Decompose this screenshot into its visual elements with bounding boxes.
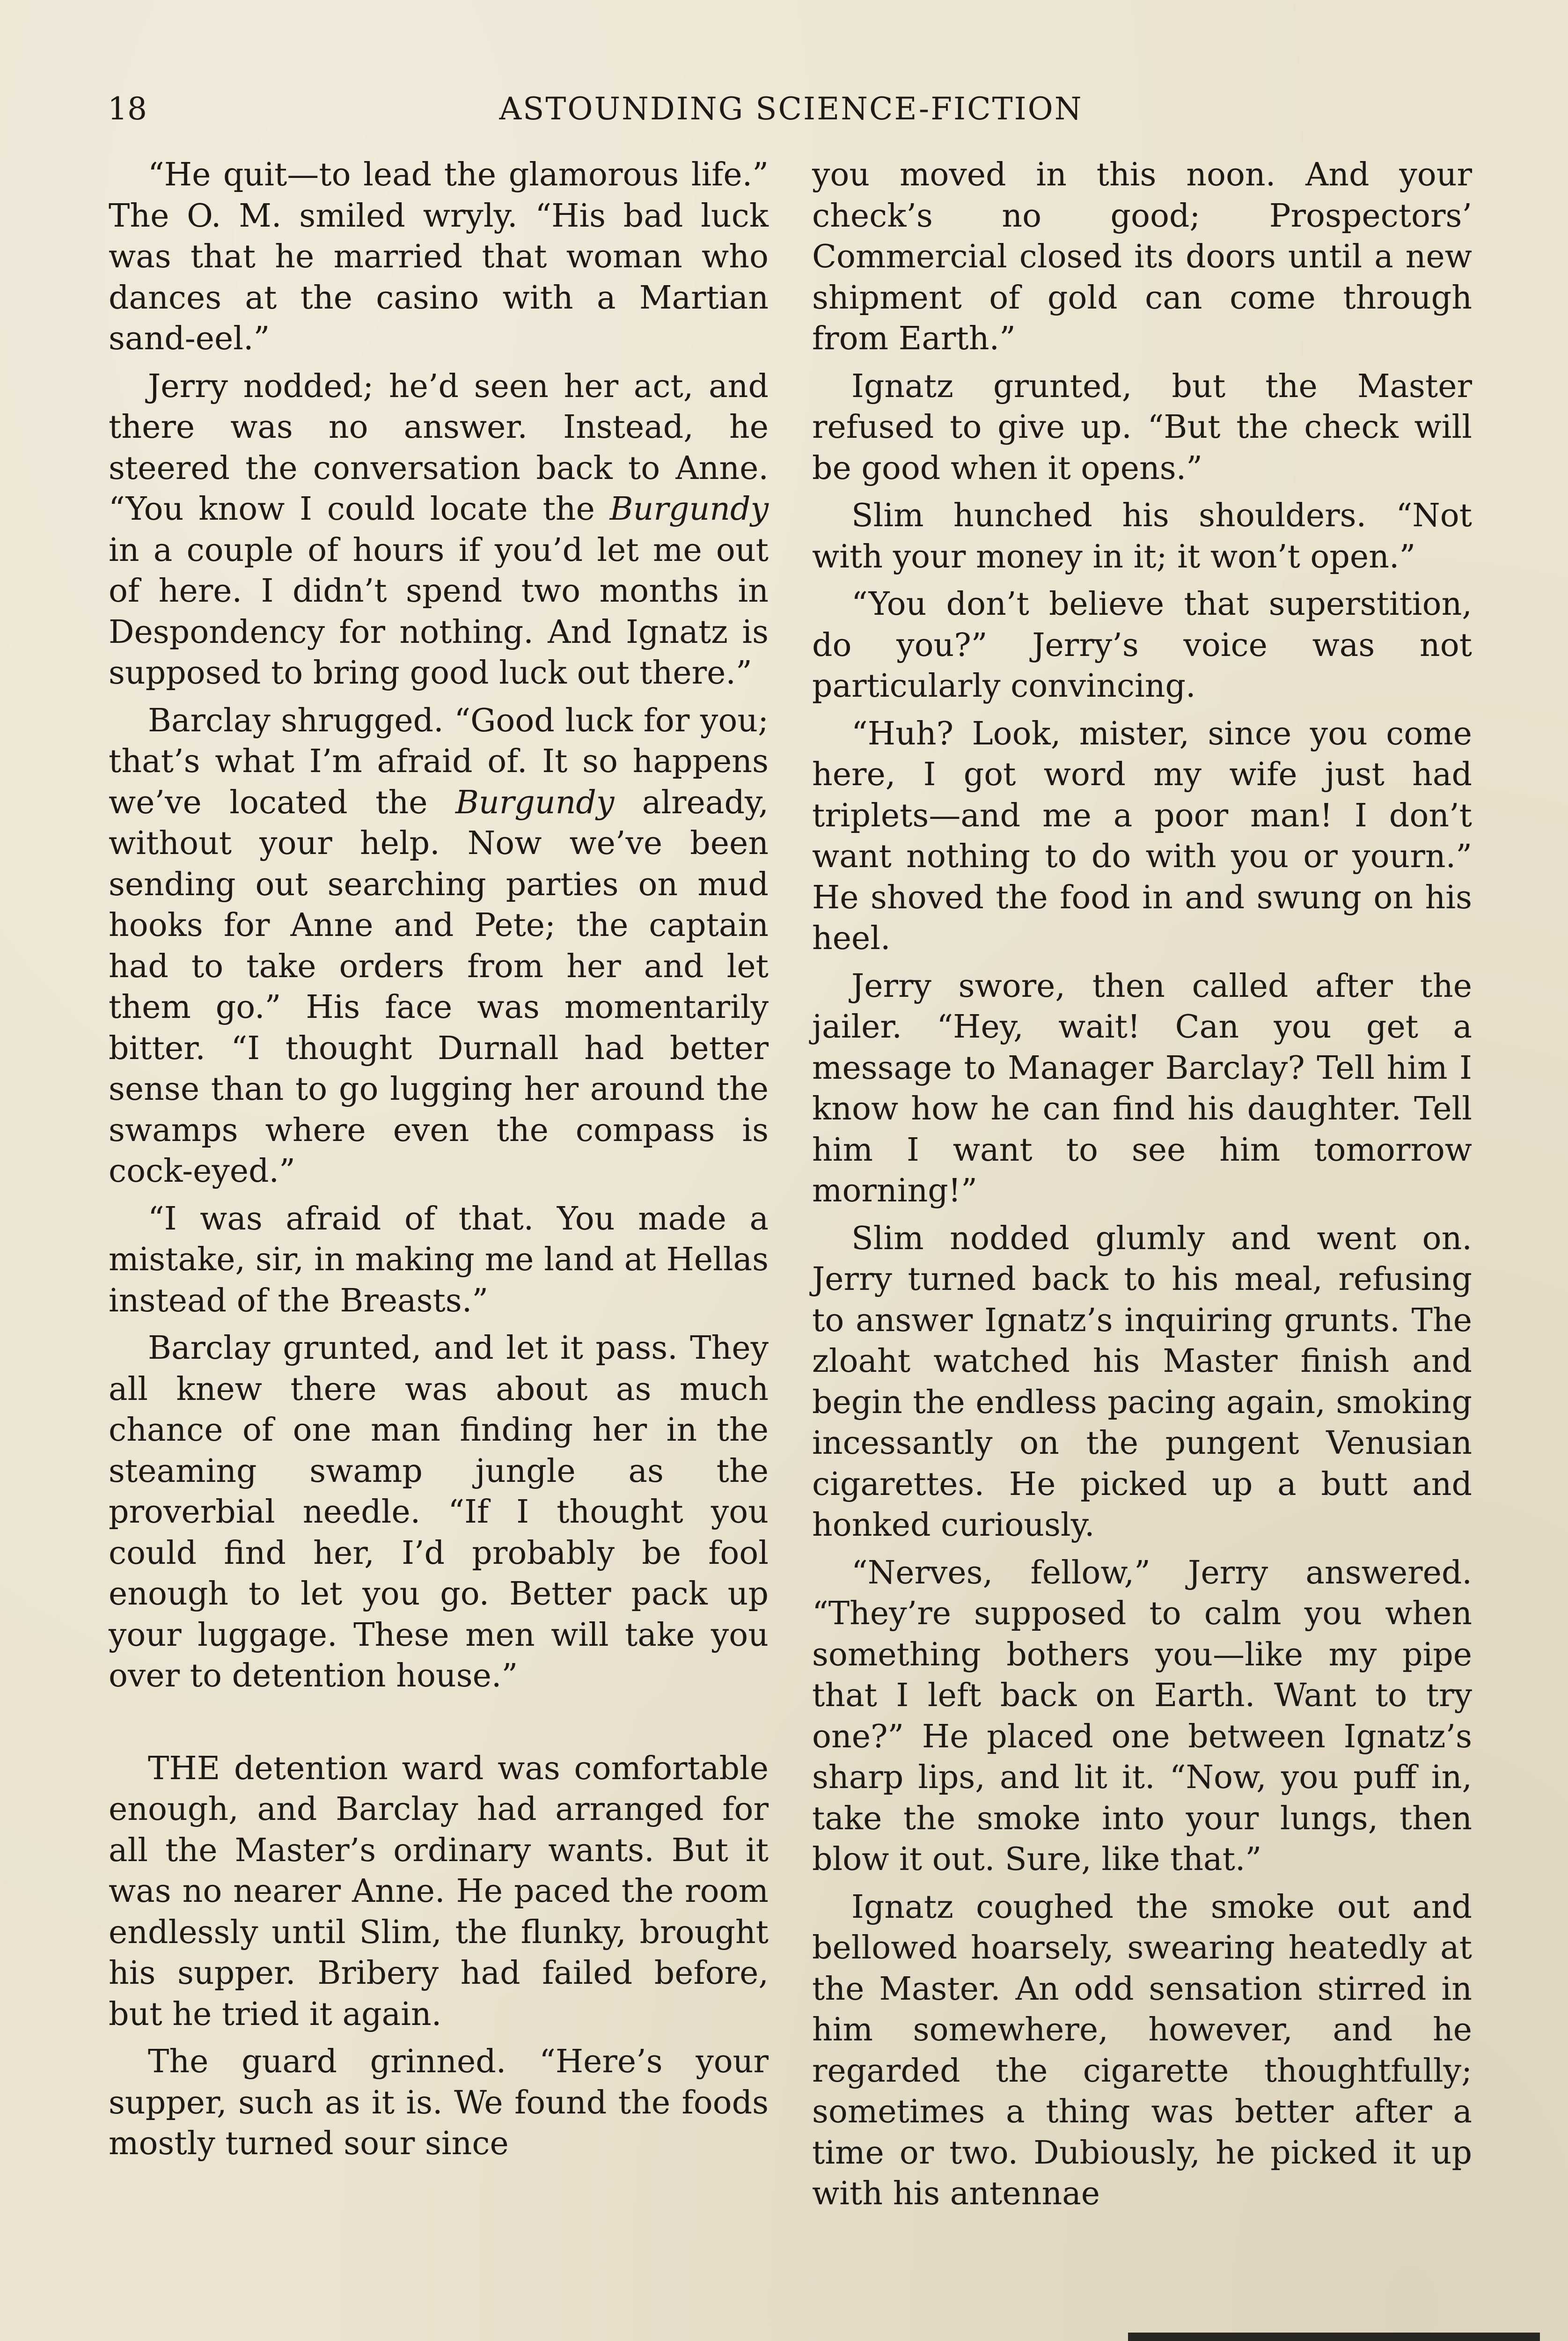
- paragraph: “Nerves, fellow,” Jerry answered. “They’re supposed to calm you when something bothers you—like my pipe that I left back on Earth. Want to try one?” He placed one between Ignatz’s sharp lips, and lit it. “Now, you puff in, take the smoke into your lungs, then blow it out. Sure, like that.”: [812, 1554, 1472, 1878]
- paragraph: [109, 366, 769, 694]
- paragraph: Slim nodded glumly and went on. Jerry turned back to his meal, refusing to answer Ignatz’s inquiring grunts. The zloaht watched his Master finish and begin the endless pacing again, smoking incessantly on the pungent Venusian cigarettes. He picked up a butt and honked curiously.: [812, 1220, 1472, 1544]
- text-run: Jerry nodded; he’d seen her act, and there was no answer. Instead, he steered the conversation back to Anne. “You know I could locate the: [109, 368, 769, 528]
- section-opening-paragraph: THE detention ward was comfortable enough, and Barclay had arranged for all the Master’s ordinary wants. But it was no nearer Anne. He paced the room endlessly until Slim, the flunky, brought his supper. Bribery had failed before, but he tried it again.: [109, 1750, 769, 2033]
- paragraph: Barclay grunted, and let it pass. They all knew there was about as much chance of one man finding her in the steaming swamp jungle as the proverbial needle. “If I thought you could find her, I’d probably be fool enough to let you go. Better pack up your luggage. These men will take you over to detention house.”: [109, 1330, 769, 1694]
- paragraph: Jerry swore, then called after the jailer. “Hey, wait! Can you get a message to Manager Barclay? Tell him I know how he can find his daughter. Tell him I want to see him tomorrow morning!”: [812, 967, 1472, 1209]
- text-run: in a couple of hours if you’d let me out of here. I didn’t spend two months in Despondency for nothing. And Ignatz is supposed to bring good luck out there.”: [109, 531, 769, 692]
- paragraph: [109, 700, 769, 1192]
- ship-name: Burgundy: [455, 784, 615, 821]
- watermark: [1128, 2333, 1540, 2341]
- running-title: ASTOUNDING SCIENCE-FICTION: [499, 91, 1083, 127]
- paragraph: Ignatz coughed the smoke out and bellowed hoarsely, swearing heatedly at the Master. An odd sensation stirred in him somewhere, however, and he regarded the cigarette thoughtfully; sometimes a thing was better after a time or two. Dubiously, he picked it up with his antennae: [812, 1888, 1472, 2212]
- page-number: 18: [108, 91, 147, 127]
- text-run: Barclay shrugged. “Good luck for you; that’s what I’m afraid of. It so happens we’ve located the: [109, 702, 769, 821]
- paragraph: Ignatz grunted, but the Master refused to give up. “But the check will be good when it opens.”: [812, 368, 1472, 487]
- paragraph: “Huh? Look, mister, since you come here, I got word my wife just had triplets—and me a poor man! I don’t want nothing to do with you or yourn.” He shoved the food in and swung on his heel.: [812, 715, 1472, 957]
- paragraph: you moved in this noon. And your check’s no good; Prospectors’ Commercial closed its doors until a new shipment of gold can come through from Earth.”: [812, 156, 1472, 357]
- paragraph: “He quit—to lead the glamorous life.” The O. M. smiled wryly. “His bad luck was that he married that woman who dances at the casino with a Martian sand-eel.”: [109, 156, 769, 357]
- paragraph: Slim hunched his shoulders. “Not with your money in it; it won’t open.”: [812, 497, 1472, 575]
- paragraph: The guard grinned. “Here’s your supper, such as it is. We found the foods mostly turned sour since: [109, 2043, 769, 2162]
- ship-name: Burgundy: [609, 491, 769, 528]
- paragraph: “I was afraid of that. You made a mistake, sir, in making me land at Hellas instead of the Breasts.”: [109, 1200, 769, 1319]
- paragraph: “You don’t believe that superstition, do you?” Jerry’s voice was not particularly convincing.: [812, 586, 1472, 705]
- page-header: [108, 83, 1474, 135]
- text-run: already, without your help. Now we’ve been sending out searching parties on mud hooks for Anne and Pete; the captain had to take orders from her and let them go.” His face was momentarily bitter. “I thought Durnall had better sense than to go lugging her around the swamps where even the compass is cock-eyed.”: [109, 784, 769, 1190]
- left-column: [109, 155, 769, 2171]
- right-column: [812, 155, 1472, 2221]
